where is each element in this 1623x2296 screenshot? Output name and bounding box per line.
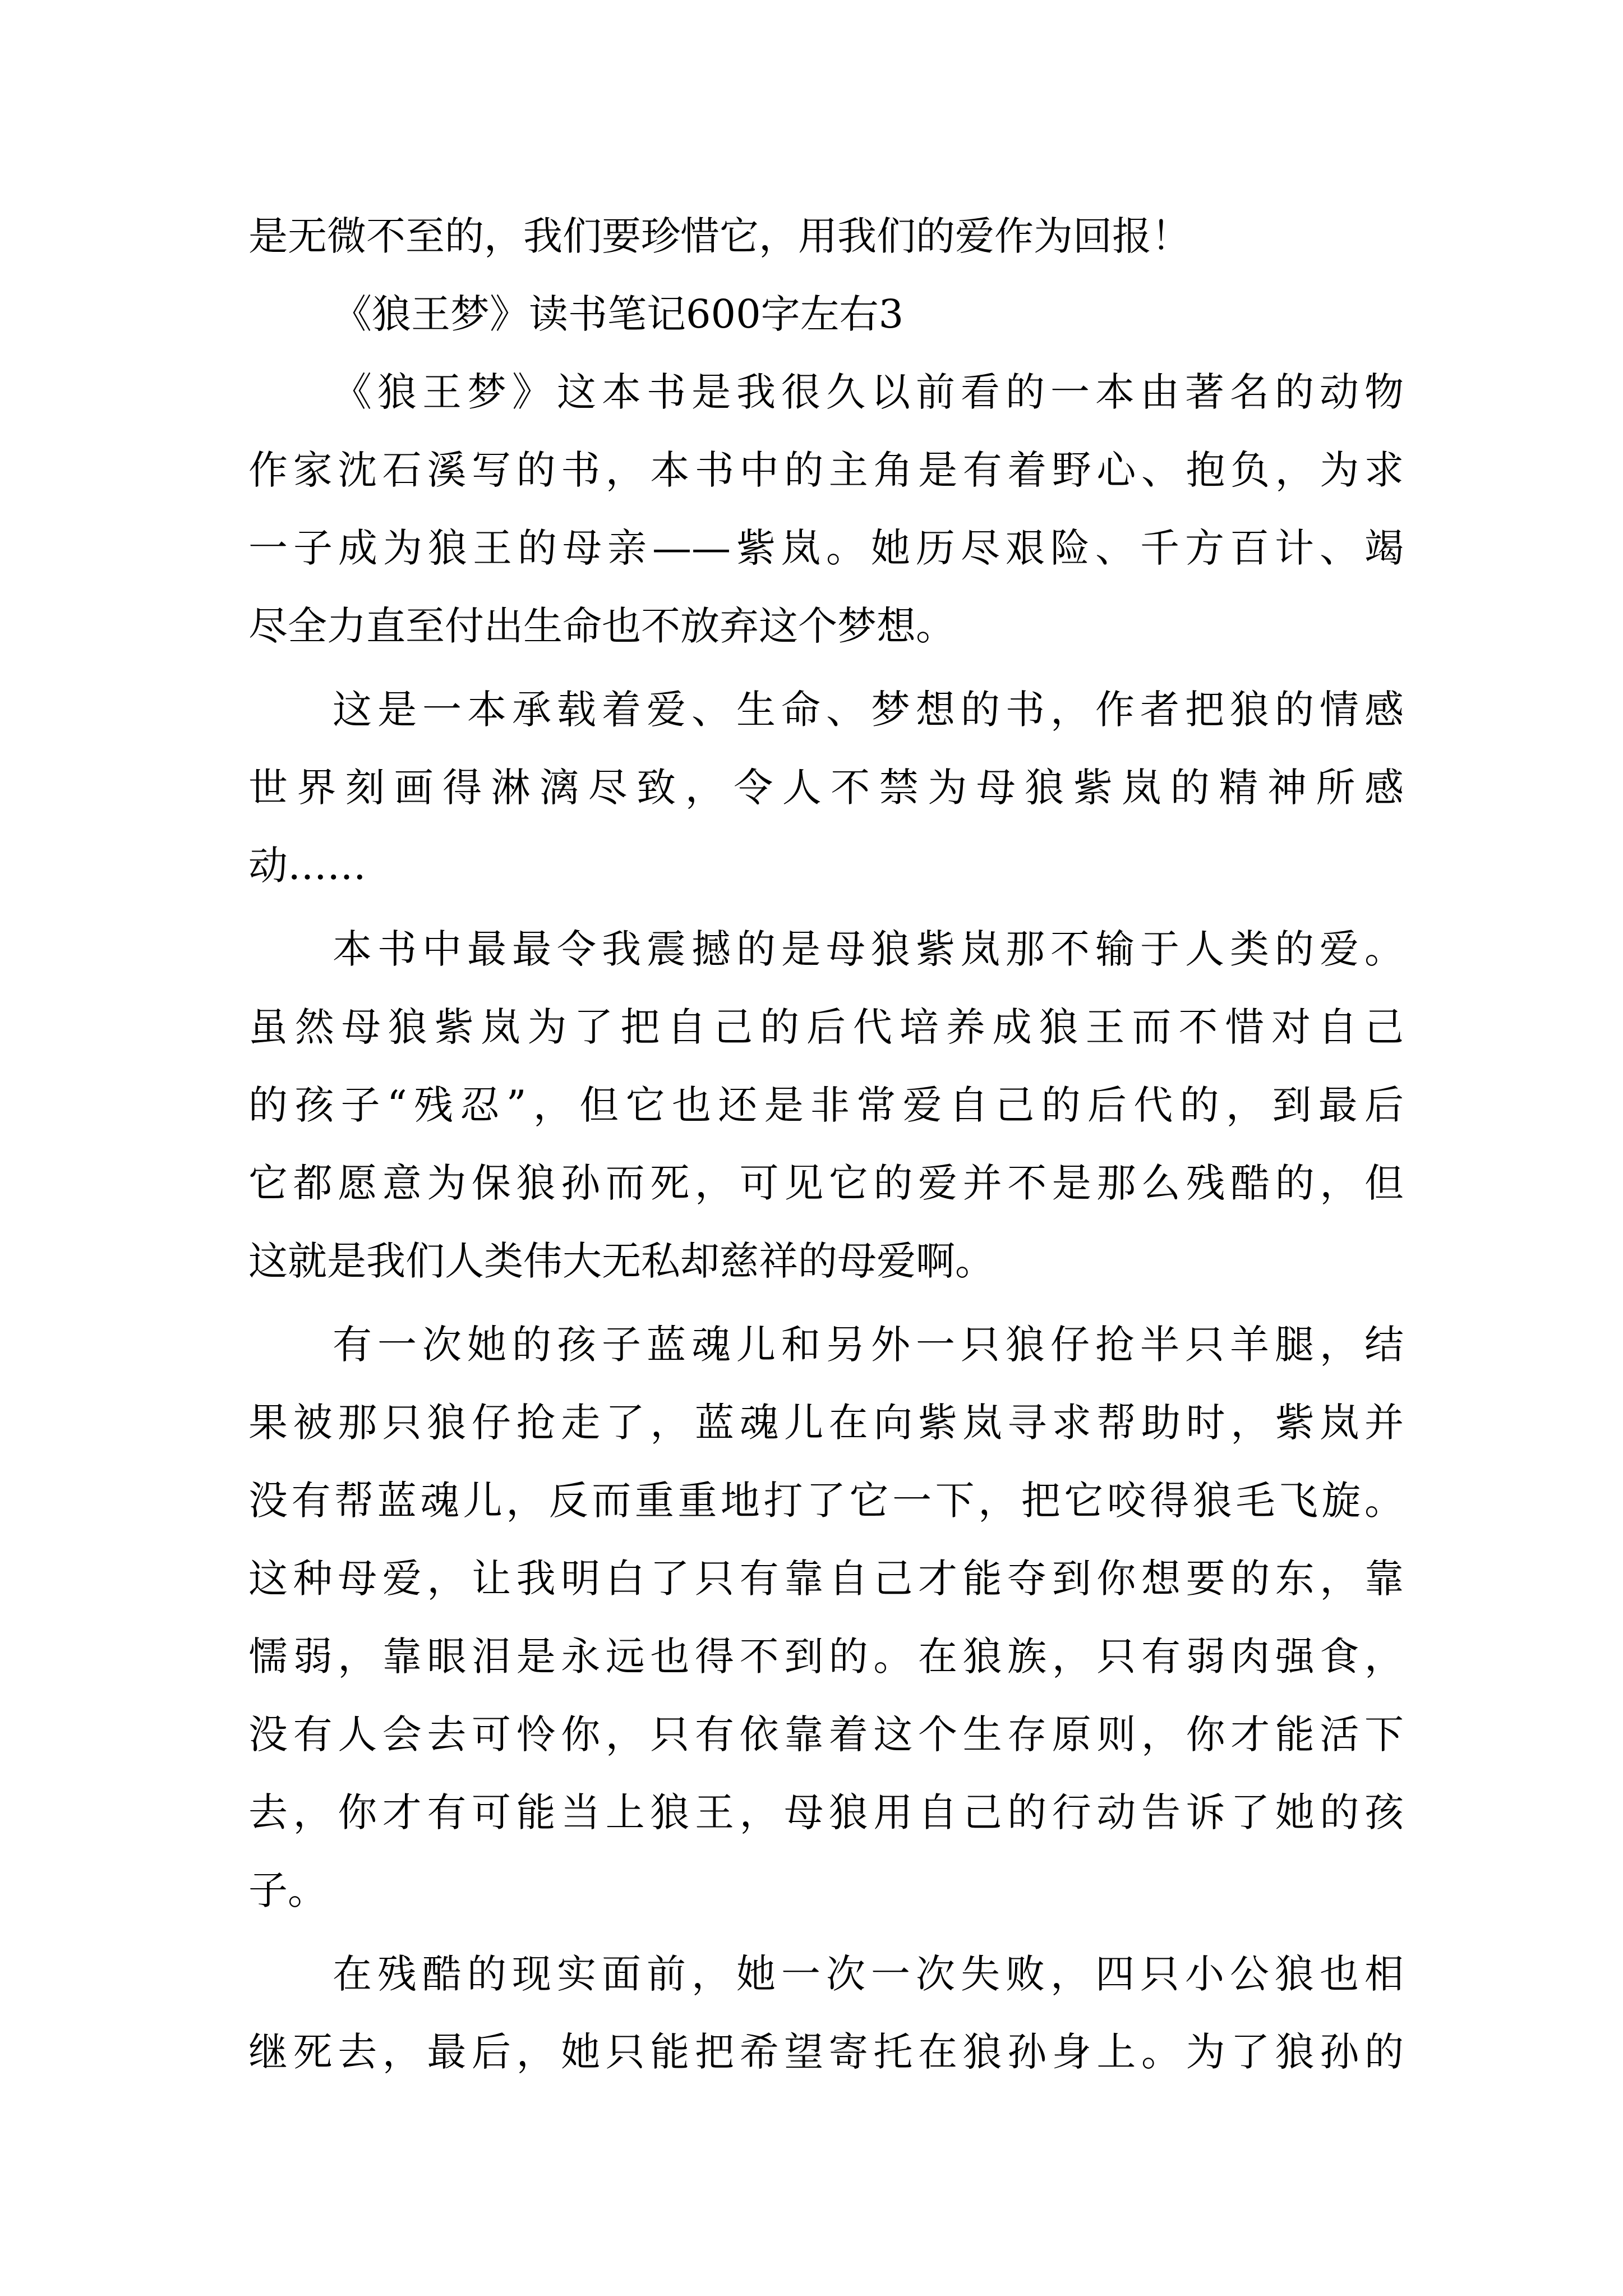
text-line: 的孩子“残忍”，但它也还是非常爱自己的后代的，到最后 — [248, 1082, 1404, 1128]
text-line: 去，你才有可能当上狼王，母狼用自己的行动告诉了她的孩 — [248, 1789, 1404, 1835]
text-line: 世界刻画得淋漓尽致，令人不禁为母狼紫岚的精神所感 — [248, 765, 1404, 811]
paragraph-gap — [248, 905, 1404, 910]
text-line: 这就是我们人类伟大无私却慈祥的母爱啊。 — [248, 1238, 994, 1284]
text-line: 这是一本承载着爱、生命、梦想的书，作者把狼的情感 — [333, 687, 1404, 733]
text-line: 动…… — [248, 843, 366, 889]
text-line: 没有人会去可怜你，只有依靠着这个生存原则，你才能活下 — [248, 1711, 1404, 1757]
text-line: 果被那只狼仔抢走了，蓝魂儿在向紫岚寻求帮助时，紫岚并 — [248, 1400, 1404, 1446]
text-line: 它都愿意为保狼孙而死，可见它的爱并不是那么残酷的，但 — [248, 1160, 1404, 1206]
text-line: 《狼王梦》读书笔记600字左右3 — [333, 291, 904, 337]
text-line: 继死去，最后，她只能把希望寄托在狼孙身上。为了狼孙的 — [248, 2029, 1404, 2075]
text-line: 懦弱，靠眼泪是永远也得不到的。在狼族，只有弱肉强食， — [248, 1634, 1404, 1680]
text-line: 这种母爱，让我明白了只有靠自己才能夺到你想要的东，靠 — [248, 1556, 1404, 1602]
paragraph-gap — [248, 1300, 1404, 1306]
text-line: 有一次她的孩子蓝魂儿和另外一只狼仔抢半只羊腿，结 — [333, 1322, 1404, 1368]
text-line: 本书中最最令我震撼的是母狼紫岚那不输于人类的爱。 — [333, 926, 1404, 972]
text-line: 《狼王梦》这本书是我很久以前看的一本由著名的动物 — [333, 369, 1404, 415]
text-line: 是无微不至的，我们要珍惜它，用我们的爱作为回报！ — [248, 213, 1191, 259]
document-body — [248, 197, 1404, 2091]
paragraph-gap — [248, 665, 1404, 671]
text-line: 子。 — [248, 1867, 327, 1913]
text-line: 一子成为狼王的母亲——紫岚。她历尽艰险、千方百计、竭 — [248, 525, 1404, 571]
text-line: 作家沈石溪写的书，本书中的主角是有着野心、抱负，为求 — [248, 447, 1404, 493]
text-line: 没有帮蓝魂儿，反而重重地打了它一下，把它咬得狼毛飞旋。 — [248, 1478, 1404, 1524]
paragraph-gap — [248, 1930, 1404, 1935]
text-line: 虽然母狼紫岚为了把自己的后代培养成狼王而不惜对自己 — [248, 1004, 1404, 1050]
text-line: 尽全力直至付出生命也不放弃这个梦想。 — [248, 603, 955, 649]
text-line: 在残酷的现实面前，她一次一次失败，四只小公狼也相 — [333, 1951, 1404, 1997]
